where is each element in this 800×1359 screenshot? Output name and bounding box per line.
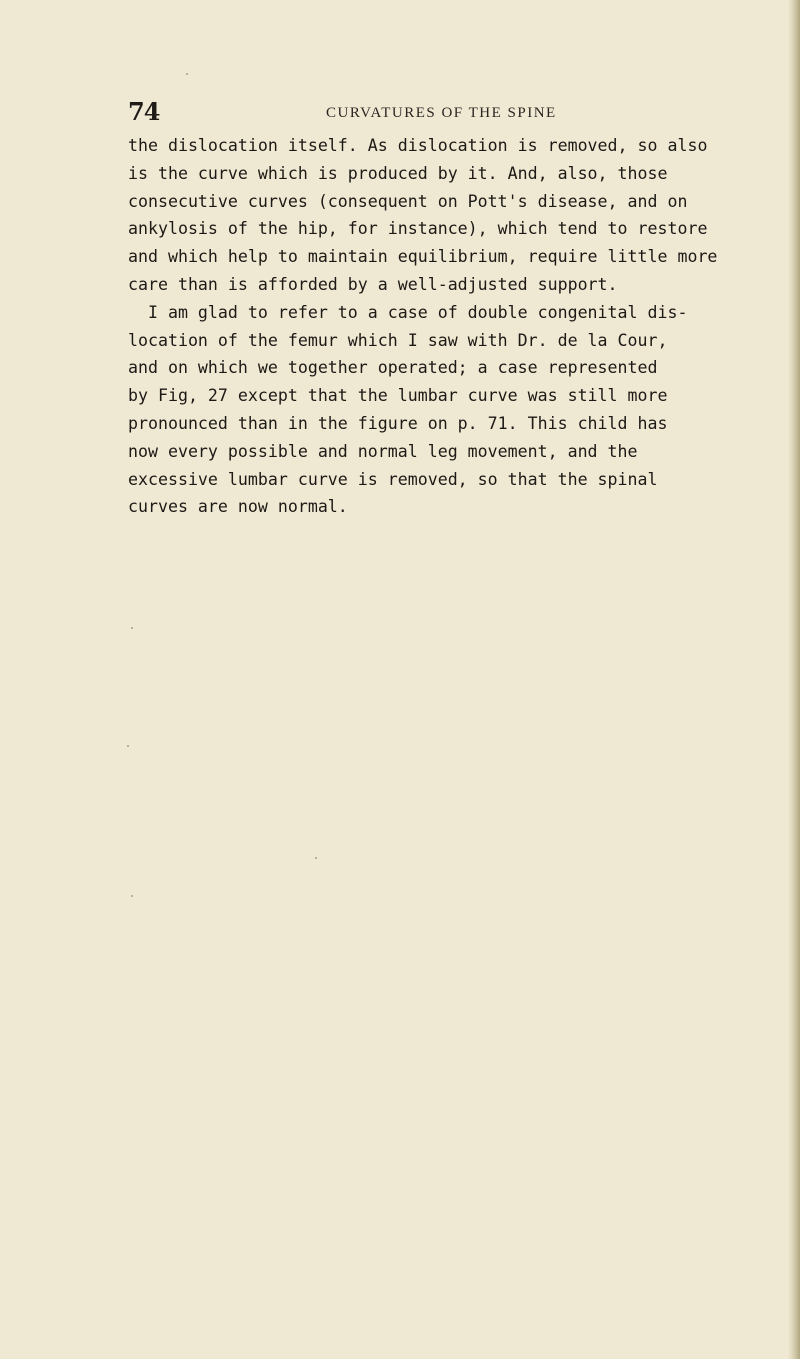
text-line: I am glad to refer to a case of double congenital dis-: [128, 302, 688, 322]
text-line: by Fig, 27 except that the lumbar curve was still more: [128, 386, 668, 406]
paper-speck: [127, 745, 129, 747]
page-number: 74: [128, 97, 160, 126]
text-line: curves are now normal.: [128, 497, 348, 517]
text-line: excessive lumbar curve is removed, so that the spinal: [128, 469, 658, 489]
text-line: ankylosis of the hip, for instance), which tend to restore: [128, 219, 708, 239]
text-line: the dislocation itself. As dislocation is removed, so also: [128, 136, 708, 155]
paper-speck: [186, 73, 188, 75]
page-edge-shadow: [788, 0, 800, 1359]
text-line: care than is afforded by a well-adjusted support.: [128, 274, 618, 294]
paper-speck: [131, 895, 133, 897]
text-line: now every possible and normal leg movement, and the: [128, 441, 638, 461]
paper-speck: [315, 857, 317, 859]
text-line: is the curve which is produced by it. And, also, those: [128, 163, 668, 183]
paper-speck: [131, 627, 133, 629]
text-line: location of the femur which I saw with Dr. de la Cour,: [128, 330, 668, 350]
running-head: [128, 97, 748, 127]
text-line: and on which we together operated; a case represented: [128, 358, 658, 378]
text-line: consecutive curves (consequent on Pott's disease, and on: [128, 191, 688, 211]
body-paragraphs: [128, 132, 742, 521]
running-title: CURVATURES OF THE SPINE: [326, 105, 557, 121]
text-line: pronounced than in the figure on p. 71. This child has: [128, 413, 668, 433]
text-line: and which help to maintain equilibrium, require little more: [128, 247, 718, 267]
